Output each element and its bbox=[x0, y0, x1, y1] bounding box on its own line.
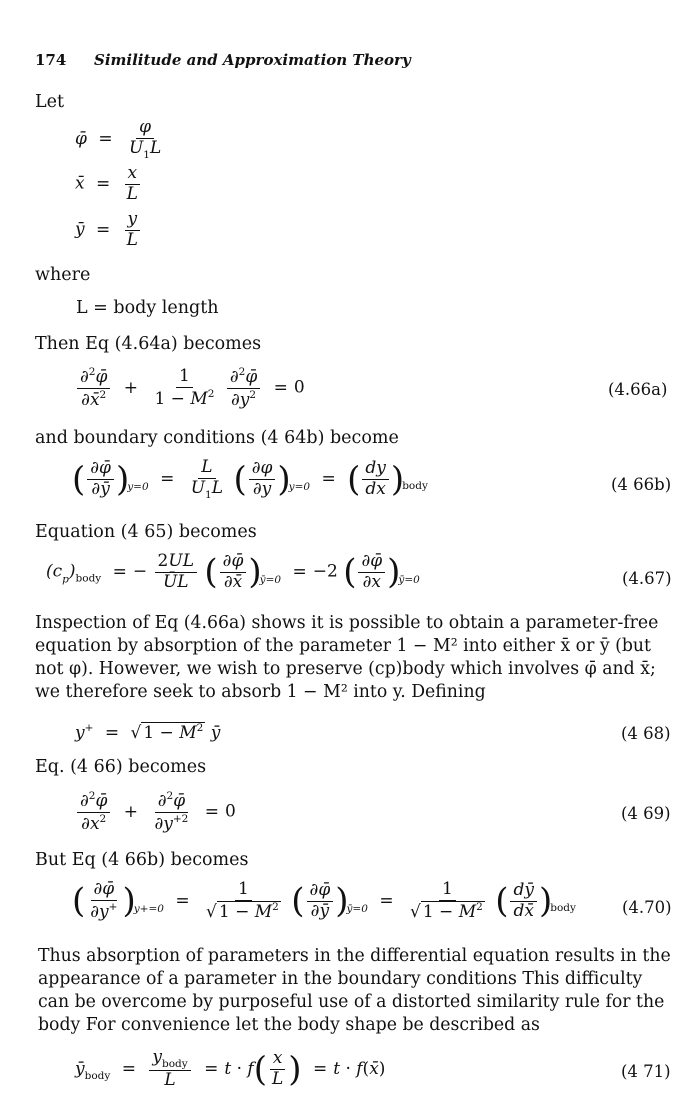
eq-466-becomes-text: Eq. (4 66) becomes bbox=[35, 757, 207, 777]
equation-466b: ( $\frac{\partial\varphī}{\partial ȳ}$ )$_{y=0}$ = $\frac{L}{U_1L}$ ( $\frac{\partial\varphi}{\partial y}$ )$_{y=0}$ = ( $\frac{dy}{dx}$ )$_{body}$ bbox=[72, 457, 428, 501]
inspection-line-2: equation by absorption of the parameter 1 − M² into either x̄ or ȳ (but bbox=[35, 636, 651, 656]
page-number: 174 bbox=[35, 51, 67, 69]
let-text: Let bbox=[35, 92, 65, 112]
eq-number-467: (4.67) bbox=[622, 569, 672, 588]
equation-466a: $\frac{\partial^2\varphī}{\partial x̄^2}$ + $\frac{1}{1 - M^2}$ $\frac{\partial^2\varphī}{\partial y^2}$ = 0 bbox=[75, 366, 305, 410]
then-eq-text: Then Eq (4.64a) becomes bbox=[35, 334, 262, 354]
thus-line-4: body For convenience let the body shape be described as bbox=[38, 1015, 540, 1035]
boundary-conditions-text: and boundary conditions (4 64b) become bbox=[35, 428, 399, 448]
thus-line-1: Thus absorption of parameters in the differential equation results in the bbox=[38, 946, 671, 966]
eq-x-bar-def: x̄ = $\frac{x}{L}$ bbox=[75, 164, 143, 204]
equation-469: $\frac{\partial^2\varphī}{\partial x^2}$ + $\frac{\partial^2\varphī}{\partial y^{+2}}$ = 0 bbox=[75, 790, 236, 834]
but-eq-text: But Eq (4 66b) becomes bbox=[35, 850, 249, 870]
eq-number-466a: (4.66a) bbox=[608, 380, 668, 399]
equation-471: $ȳ_{body}$ = $\frac{y_{body}}{L}$ = t · f( $\frac{x}{L}$ ) = t · f(x̄) bbox=[75, 1047, 386, 1091]
inspection-line-4: we therefore seek to absorb 1 − M² into y. Defining bbox=[35, 682, 486, 702]
body-length-definition: L = body length bbox=[76, 298, 219, 318]
eq-y-bar-def: ȳ = $\frac{y}{L}$ bbox=[75, 210, 143, 250]
eq-number-471: (4 71) bbox=[621, 1062, 671, 1081]
equation-465-text: Equation (4 65) becomes bbox=[35, 522, 257, 542]
eq-number-470: (4.70) bbox=[622, 898, 672, 917]
equation-468: y+ = √ $1 - M^2$ ȳ bbox=[75, 722, 221, 743]
running-title: Similitude and Approximation Theory bbox=[94, 51, 411, 69]
eq-number-469: (4 69) bbox=[621, 804, 671, 823]
equation-470: ( $\frac{\partial\varphī}{\partial y^+}$ )$_{y+=0}$ = $\frac{1}{√ 1 - M^2}$ ( $\frac{\partial\varphī}{\partial ȳ}$ )$_{ȳ=0}$ = $\frac{1}{√ 1 - M^2}$ ( $\frac{dȳ}{dx̄}$ )$_{body}$ bbox=[72, 879, 576, 922]
equation-467: $(c_p)_{body}$ = − $\frac{2UL}{ŪL}$ ( $\frac{\partial\varphī}{\partial x̄}$ )$_{ȳ=0} = -2$ ( $\frac{\partial\varphī}{\partial x}$ )$_{ȳ=0}$ bbox=[46, 551, 420, 593]
inspection-line-3: not φ). However, we wish to preserve (cp)body which involves φ̄ and x̄; bbox=[35, 659, 656, 679]
thus-line-3: can be overcome by purposeful use of a distorted similarity rule for the bbox=[38, 992, 665, 1012]
eq-number-466b: (4 66b) bbox=[611, 475, 672, 494]
thus-line-2: appearance of a parameter in the boundary conditions This difficulty bbox=[38, 969, 643, 989]
where-text: where bbox=[35, 265, 91, 285]
eq-phi-bar-def: φ̄ = $\frac{\varphi}{U_1L}$ bbox=[75, 117, 162, 161]
inspection-line-1: Inspection of Eq (4.66a) shows it is possible to obtain a parameter-free bbox=[35, 613, 659, 633]
eq-number-468: (4 68) bbox=[621, 724, 671, 743]
